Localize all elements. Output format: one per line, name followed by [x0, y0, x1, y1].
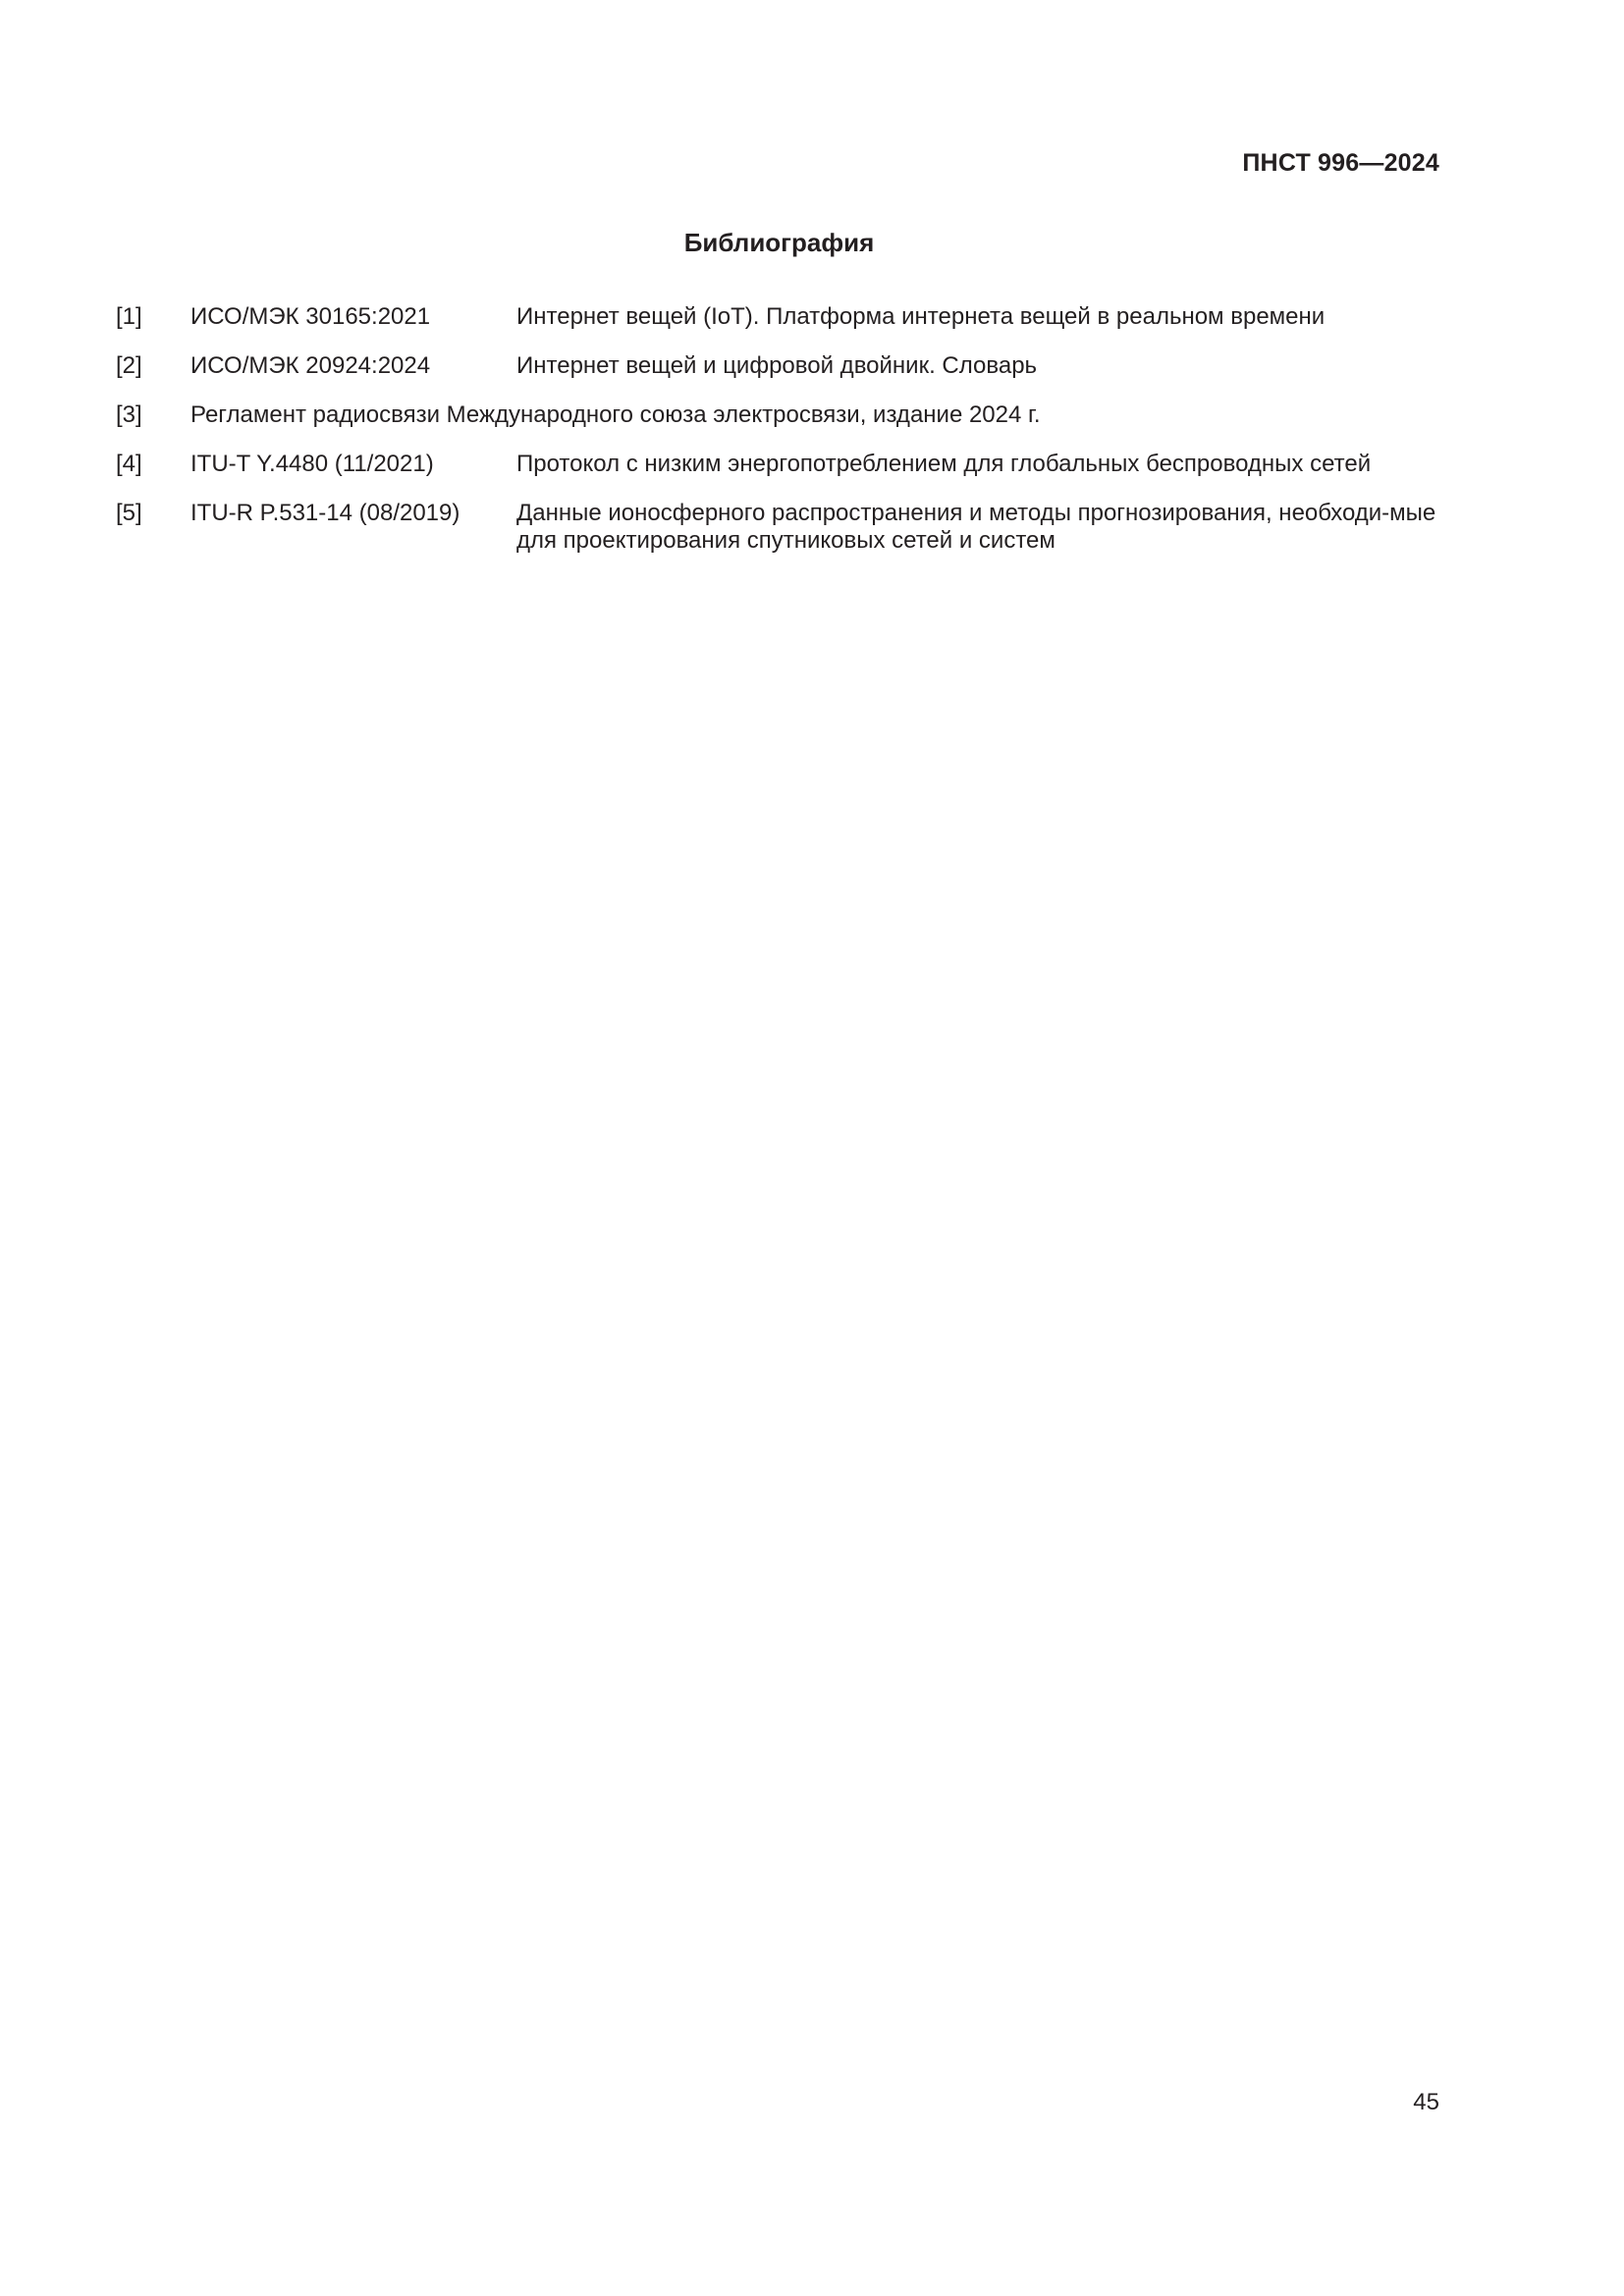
bibliography-item [116, 500, 1439, 555]
item-code: ITU-R P.531-14 (08/2019) [190, 500, 460, 526]
bibliography-item [116, 451, 1439, 478]
bibliography-item [116, 352, 1439, 380]
item-title: Интернет вещей (IoT). Платформа интернета вещей в реальном времени [516, 303, 1326, 330]
item-title: Интернет вещей и цифровой двойник. Словарь [516, 352, 1038, 379]
item-number: [3] [116, 401, 142, 428]
item-code: ИСО/МЭК 30165:2021 [190, 303, 431, 330]
item-number: [5] [116, 500, 142, 526]
document-code: ПНСТ 996—2024 [1242, 149, 1439, 177]
item-number: [4] [116, 451, 142, 477]
item-code: ИСО/МЭК 20924:2024 [190, 352, 431, 379]
section-title: Библиография [683, 228, 875, 257]
item-title: Данные ионосферного распространения и методы прогнозирования, необходи-мые для проектирования спутниковых сетей и систем [516, 500, 1436, 554]
item-title: Регламент радиосвязи Международного союза электросвязи, издание 2024 г. [190, 401, 1041, 428]
bibliography-list [116, 303, 1439, 576]
item-number: [1] [116, 303, 142, 330]
bibliography-item [116, 303, 1439, 331]
bibliography-item [116, 401, 1439, 429]
page-number: 45 [1413, 2089, 1439, 2115]
item-number: [2] [116, 352, 142, 379]
item-title: Протокол с низким энергопотреблением для глобальных беспроводных сетей [516, 451, 1372, 477]
item-code: ITU-T Y.4480 (11/2021) [190, 451, 434, 477]
